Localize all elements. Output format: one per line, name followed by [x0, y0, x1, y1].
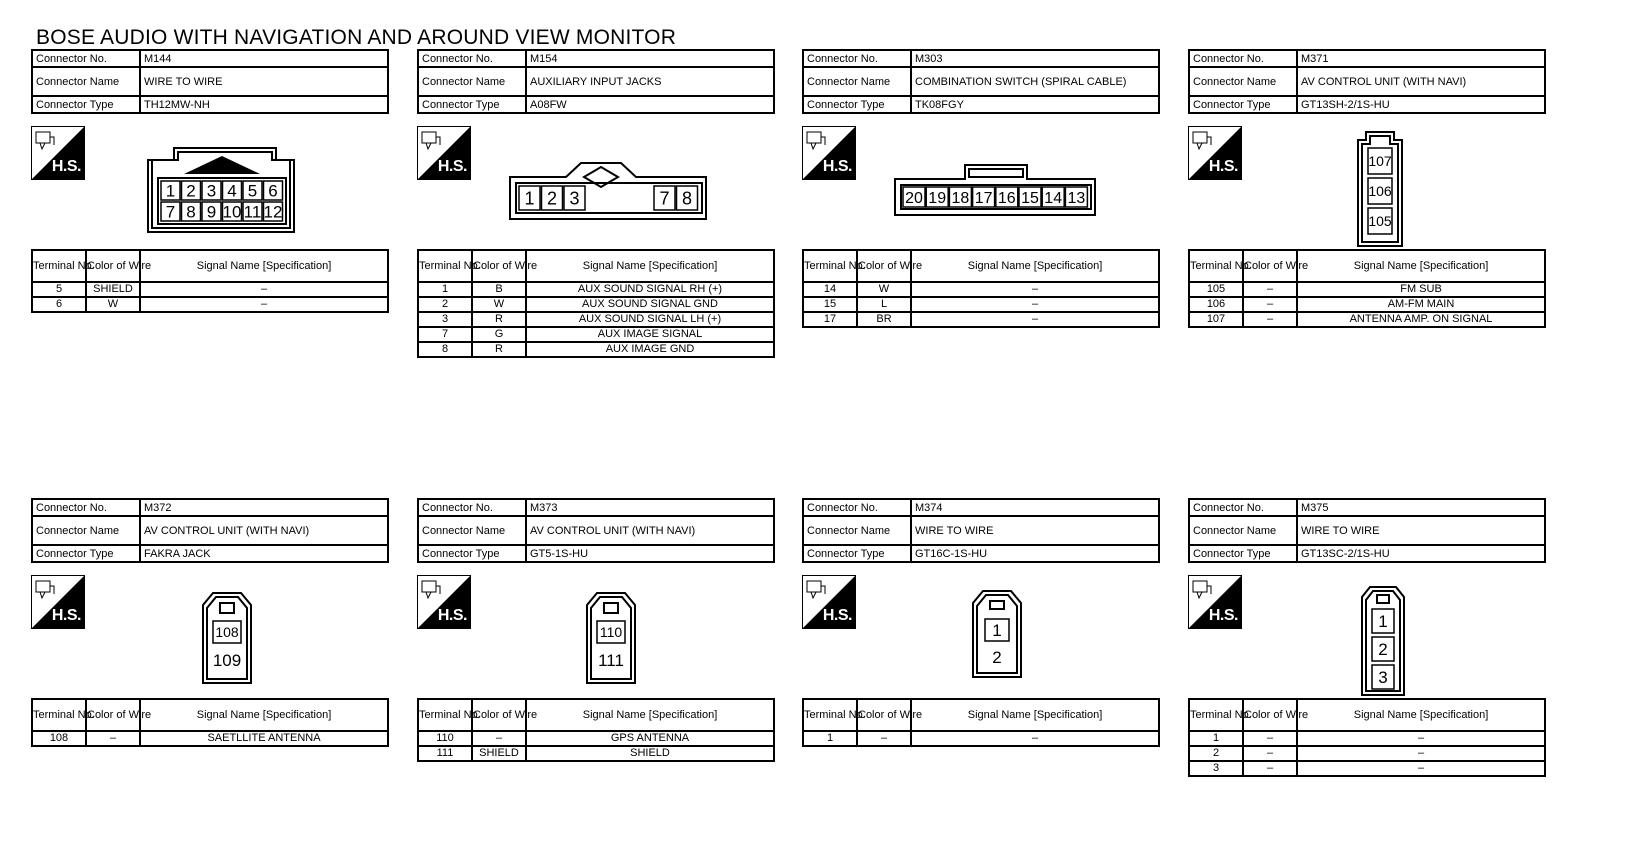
connector-info-table	[802, 498, 1160, 563]
pin-number-17: 17	[974, 189, 993, 207]
connector-name-value: WIRE TO WIRE	[1297, 516, 1545, 545]
connector-type-label: Connector Type	[803, 545, 911, 562]
connector-no-value: M303	[911, 50, 1159, 67]
signal-name: ANTENNA AMP. ON SIGNAL	[1297, 312, 1545, 327]
signal-name: SHIELD	[526, 746, 774, 761]
connector-no-label: Connector No.	[1189, 499, 1297, 516]
connector-no-value: M375	[1297, 499, 1545, 516]
table-row	[1189, 746, 1545, 761]
wire-color: BR	[857, 312, 911, 327]
connector-no-label: Connector No.	[418, 50, 526, 67]
terminal-no-header: Terminal No.	[418, 250, 472, 282]
connector-type-value: GT5-1S-HU	[526, 545, 774, 562]
signal-table	[417, 698, 775, 762]
signal-name-header: Signal Name [Specification]	[526, 699, 774, 731]
color-of-wire-header: Color of Wire	[857, 699, 911, 731]
connector-type-label: Connector Type	[418, 545, 526, 562]
pin-number-109: 109	[212, 651, 242, 671]
connector-no-value: M372	[140, 499, 388, 516]
page-title: BOSE AUDIO WITH NAVIGATION AND AROUND VIEW MONITOR	[36, 26, 677, 49]
table-row	[803, 731, 1159, 746]
connector-panel-m303	[802, 49, 1160, 325]
harness-side-icon	[802, 126, 856, 180]
signal-name-header: Signal Name [Specification]	[140, 250, 388, 282]
connector-name-value: AV CONTROL UNIT (WITH NAVI)	[140, 516, 388, 545]
table-row	[418, 746, 774, 761]
signal-table	[1188, 698, 1546, 777]
signal-table	[417, 249, 775, 358]
connector-name-value: COMBINATION SWITCH (SPIRAL CABLE)	[911, 67, 1159, 96]
wire-color: W	[86, 297, 140, 312]
wire-color: –	[1243, 731, 1297, 746]
connector-no-value: M371	[1297, 50, 1545, 67]
connector-no-label: Connector No.	[32, 499, 140, 516]
pin-number-3: 3	[1378, 668, 1388, 688]
terminal-no: 15	[803, 297, 857, 312]
connector-type-value: FAKRA JACK	[140, 545, 388, 562]
terminal-no: 107	[1189, 312, 1243, 327]
signal-name-header: Signal Name [Specification]	[1297, 699, 1545, 731]
wire-color: W	[857, 282, 911, 297]
harness-side-icon	[1188, 575, 1242, 629]
connector-panel-m371	[1188, 49, 1546, 325]
pin-number-3: 3	[569, 188, 580, 209]
signal-table	[1188, 249, 1546, 328]
wire-color: –	[1243, 746, 1297, 761]
signal-name: –	[911, 297, 1159, 312]
pin-number-2: 2	[186, 181, 196, 201]
signal-table	[802, 698, 1160, 747]
connector-type-label: Connector Type	[1189, 545, 1297, 562]
connector-type-label: Connector Type	[32, 545, 140, 562]
table-row	[418, 327, 774, 342]
hs-label: H.S.	[51, 158, 81, 175]
terminal-no: 110	[418, 731, 472, 746]
connector-type-value: TK08FGY	[911, 96, 1159, 113]
wire-color: R	[472, 342, 526, 357]
signal-name-header: Signal Name [Specification]	[526, 250, 774, 282]
pin-number-110: 110	[599, 624, 623, 641]
table-row	[803, 312, 1159, 327]
signal-name: AM-FM MAIN	[1297, 297, 1545, 312]
terminal-no: 105	[1189, 282, 1243, 297]
wire-color: –	[472, 731, 526, 746]
pin-number-4: 4	[227, 181, 237, 201]
signal-table	[31, 249, 389, 313]
table-row	[1189, 761, 1545, 776]
connector-info-table	[802, 49, 1160, 114]
connector-name-label: Connector Name	[32, 516, 140, 545]
table-row	[418, 282, 774, 297]
pin-number-14: 14	[1044, 189, 1063, 207]
connector-type-label: Connector Type	[32, 96, 140, 113]
signal-name: –	[911, 312, 1159, 327]
terminal-no: 6	[32, 297, 86, 312]
connector-type-value: A08FW	[526, 96, 774, 113]
hs-label: H.S.	[1208, 158, 1238, 175]
table-row	[1189, 312, 1545, 327]
signal-table	[31, 698, 389, 747]
terminal-no: 2	[1189, 746, 1243, 761]
connector-type-label: Connector Type	[803, 96, 911, 113]
pin-number-20: 20	[905, 189, 923, 207]
connector-name-value: WIRE TO WIRE	[140, 67, 388, 96]
signal-name-header: Signal Name [Specification]	[1297, 250, 1545, 282]
connector-name-label: Connector Name	[1189, 67, 1297, 96]
table-row	[418, 312, 774, 327]
pin-number-11: 11	[243, 202, 262, 222]
connector-info-table	[1188, 498, 1546, 563]
pin-number-105: 105	[1368, 213, 1392, 230]
connector-name-label: Connector Name	[803, 67, 911, 96]
connector-panel-m373	[417, 498, 775, 759]
connector-no-value: M154	[526, 50, 774, 67]
terminal-no: 5	[32, 282, 86, 297]
pin-number-6: 6	[268, 181, 278, 201]
signal-name: AUX SOUND SIGNAL RH (+)	[526, 282, 774, 297]
terminal-no-header: Terminal No.	[32, 699, 86, 731]
hs-label: H.S.	[822, 158, 852, 175]
table-row	[1189, 282, 1545, 297]
signal-name: AUX IMAGE GND	[526, 342, 774, 357]
wire-color: –	[857, 731, 911, 746]
connector-type-label: Connector Type	[418, 96, 526, 113]
connector-no-label: Connector No.	[418, 499, 526, 516]
connector-no-value: M374	[911, 499, 1159, 516]
terminal-no-header: Terminal No.	[1189, 699, 1243, 731]
terminal-no-header: Terminal No.	[418, 699, 472, 731]
pin-number-106: 106	[1368, 183, 1392, 200]
terminal-no: 14	[803, 282, 857, 297]
harness-side-icon	[31, 575, 85, 629]
terminal-no-header: Terminal No.	[803, 699, 857, 731]
pin-number-1: 1	[1378, 612, 1388, 632]
color-of-wire-header: Color of Wire	[472, 250, 526, 282]
terminal-no: 106	[1189, 297, 1243, 312]
connector-panel-m375	[1188, 498, 1546, 774]
terminal-no: 3	[1189, 761, 1243, 776]
pin-number-107: 107	[1368, 153, 1392, 170]
table-row	[418, 342, 774, 357]
signal-name: –	[1297, 746, 1545, 761]
color-of-wire-header: Color of Wire	[1243, 250, 1297, 282]
table-row	[32, 731, 388, 746]
pin-number-13: 13	[1067, 189, 1086, 207]
table-row	[803, 297, 1159, 312]
signal-name: AUX SOUND SIGNAL LH (+)	[526, 312, 774, 327]
pin-number-8: 8	[186, 202, 196, 222]
color-of-wire-header: Color of Wire	[1243, 699, 1297, 731]
hs-label: H.S.	[51, 607, 81, 624]
pin-number-9: 9	[206, 202, 217, 222]
wire-color: R	[472, 312, 526, 327]
connector-info-table	[417, 49, 775, 114]
connector-info-table	[31, 498, 389, 563]
pin-number-1: 1	[524, 188, 535, 209]
signal-name: –	[1297, 731, 1545, 746]
pin-number-16: 16	[997, 189, 1016, 207]
wire-color: –	[1243, 282, 1297, 297]
wire-color: B	[472, 282, 526, 297]
terminal-no: 2	[418, 297, 472, 312]
connector-panel-m154	[417, 49, 775, 355]
connector-name-value: AV CONTROL UNIT (WITH NAVI)	[1297, 67, 1545, 96]
signal-name: –	[911, 282, 1159, 297]
signal-name: –	[140, 297, 388, 312]
wire-color: –	[1243, 761, 1297, 776]
connector-panel-m372	[31, 498, 389, 744]
pin-number-8: 8	[681, 188, 693, 209]
connector-name-label: Connector Name	[1189, 516, 1297, 545]
connector-no-value: M144	[140, 50, 388, 67]
signal-name: AUX IMAGE SIGNAL	[526, 327, 774, 342]
signal-table	[802, 249, 1160, 328]
signal-name: FM SUB	[1297, 282, 1545, 297]
pin-number-12: 12	[263, 202, 283, 222]
wire-color: SHIELD	[86, 282, 140, 297]
table-row	[32, 282, 388, 297]
table-row	[418, 731, 774, 746]
signal-name: AUX SOUND SIGNAL GND	[526, 297, 774, 312]
signal-name: –	[140, 282, 388, 297]
pin-number-108: 108	[215, 624, 239, 641]
connector-face-diagram	[583, 591, 639, 687]
harness-side-icon	[31, 126, 85, 180]
connector-face-diagram	[893, 163, 1099, 219]
terminal-no-header: Terminal No.	[32, 250, 86, 282]
terminal-no: 17	[803, 312, 857, 327]
connector-type-value: TH12MW-NH	[140, 96, 388, 113]
connector-face-diagram	[1354, 130, 1406, 250]
connector-name-value: AUXILIARY INPUT JACKS	[526, 67, 774, 96]
terminal-no: 1	[1189, 731, 1243, 746]
pin-number-111: 111	[598, 651, 624, 671]
connector-face-diagram	[144, 146, 304, 236]
terminal-no: 3	[418, 312, 472, 327]
wire-color: G	[472, 327, 526, 342]
connector-name-label: Connector Name	[32, 67, 140, 96]
connector-info-table	[417, 498, 775, 563]
signal-name-header: Signal Name [Specification]	[140, 699, 388, 731]
connector-face-diagram	[1358, 585, 1408, 699]
connector-panel-m374	[802, 498, 1160, 744]
pin-number-2: 2	[1378, 640, 1388, 660]
table-row	[1189, 731, 1545, 746]
wire-color: W	[472, 297, 526, 312]
connector-name-label: Connector Name	[418, 67, 526, 96]
signal-name-header: Signal Name [Specification]	[911, 250, 1159, 282]
terminal-no: 7	[418, 327, 472, 342]
hs-label: H.S.	[437, 607, 467, 624]
pin-number-2: 2	[546, 188, 558, 209]
connector-name-label: Connector Name	[803, 516, 911, 545]
color-of-wire-header: Color of Wire	[86, 699, 140, 731]
harness-side-icon	[1188, 126, 1242, 180]
color-of-wire-header: Color of Wire	[857, 250, 911, 282]
connector-face-diagram	[199, 591, 255, 687]
pin-number-15: 15	[1021, 189, 1039, 207]
connector-no-label: Connector No.	[803, 50, 911, 67]
pin-number-18: 18	[951, 189, 970, 207]
signal-name: GPS ANTENNA	[526, 731, 774, 746]
color-of-wire-header: Color of Wire	[86, 250, 140, 282]
terminal-no: 1	[803, 731, 857, 746]
signal-name: SAETLLITE ANTENNA	[140, 731, 388, 746]
terminal-no: 8	[418, 342, 472, 357]
pin-number-7: 7	[659, 188, 670, 209]
pin-number-5: 5	[247, 181, 258, 201]
connector-type-value: GT13SH-2/1S-HU	[1297, 96, 1545, 113]
terminal-no: 108	[32, 731, 86, 746]
pin-number-10: 10	[222, 202, 242, 222]
table-row	[1189, 297, 1545, 312]
connector-face-diagram	[506, 159, 712, 223]
connector-name-value: WIRE TO WIRE	[911, 516, 1159, 545]
connector-name-value: AV CONTROL UNIT (WITH NAVI)	[526, 516, 774, 545]
pin-number-19: 19	[928, 189, 947, 207]
table-row	[803, 282, 1159, 297]
harness-side-icon	[802, 575, 856, 629]
hs-label: H.S.	[1208, 607, 1238, 624]
connector-face-diagram	[969, 589, 1025, 681]
signal-name: –	[911, 731, 1159, 746]
connector-info-table	[1188, 49, 1546, 114]
connector-type-value: GT16C-1S-HU	[911, 545, 1159, 562]
wire-color: –	[86, 731, 140, 746]
connector-no-label: Connector No.	[32, 50, 140, 67]
pin-number-2: 2	[992, 648, 1002, 668]
wire-color: –	[1243, 312, 1297, 327]
pin-number-1: 1	[992, 621, 1002, 641]
pin-number-7: 7	[165, 202, 176, 222]
hs-label: H.S.	[437, 158, 467, 175]
pin-number-3: 3	[206, 181, 217, 201]
connector-no-label: Connector No.	[803, 499, 911, 516]
connector-type-value: GT13SC-2/1S-HU	[1297, 545, 1545, 562]
connector-no-label: Connector No.	[1189, 50, 1297, 67]
terminal-no-header: Terminal No.	[803, 250, 857, 282]
connector-no-value: M373	[526, 499, 774, 516]
connector-name-label: Connector Name	[418, 516, 526, 545]
color-of-wire-header: Color of Wire	[472, 699, 526, 731]
signal-name-header: Signal Name [Specification]	[911, 699, 1159, 731]
connector-info-table	[31, 49, 389, 114]
terminal-no: 111	[418, 746, 472, 761]
wire-color: –	[1243, 297, 1297, 312]
table-row	[32, 297, 388, 312]
harness-side-icon	[417, 575, 471, 629]
hs-label: H.S.	[822, 607, 852, 624]
wire-color: SHIELD	[472, 746, 526, 761]
wire-color: L	[857, 297, 911, 312]
connector-panel-m144	[31, 49, 389, 310]
pin-number-1: 1	[165, 181, 176, 201]
harness-side-icon	[417, 126, 471, 180]
signal-name: –	[1297, 761, 1545, 776]
table-row	[418, 297, 774, 312]
connector-type-label: Connector Type	[1189, 96, 1297, 113]
terminal-no-header: Terminal No.	[1189, 250, 1243, 282]
terminal-no: 1	[418, 282, 472, 297]
